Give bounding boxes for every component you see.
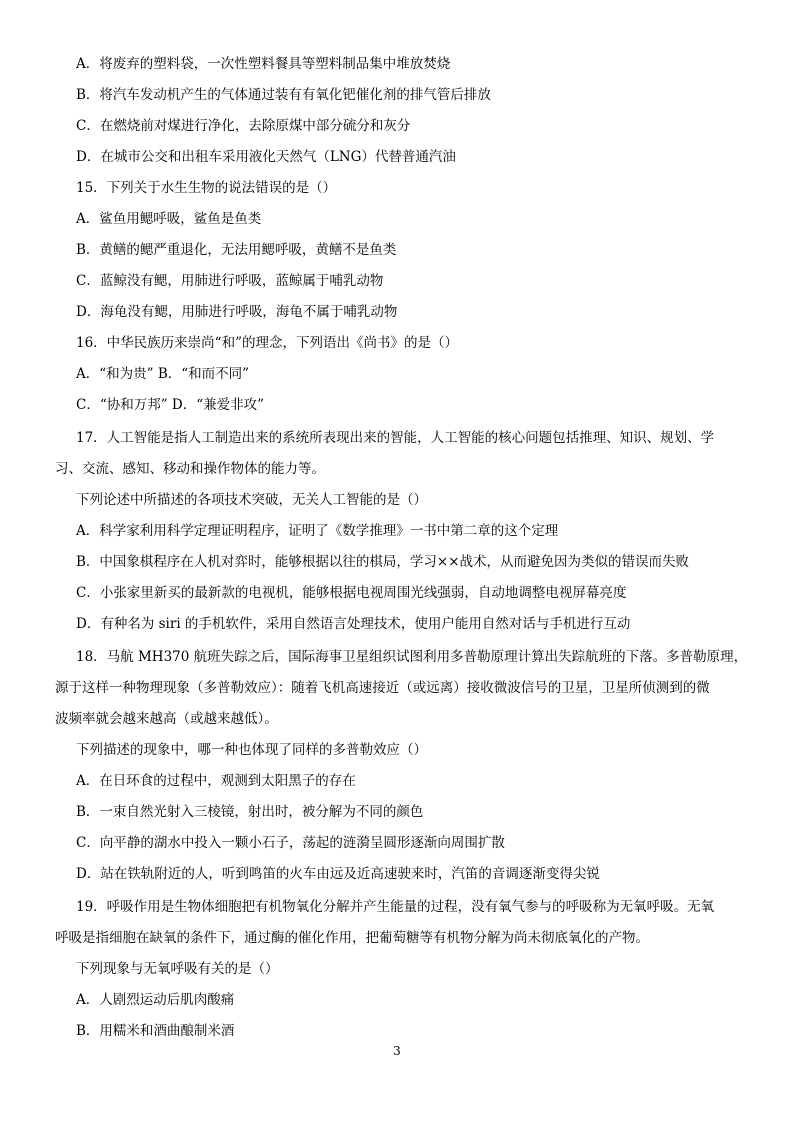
q16-options-ab: A．“和为贵” B．“和而不同” (76, 366, 250, 382)
q18-option-d: D．站在铁轨附近的人，听到鸣笛的火车由远及近高速驶来时，汽笛的音调逐渐变得尖锐 (76, 866, 600, 882)
q14-option-d: D．在城市公交和出租车采用液化天然气（LNG）代替普通汽油 (76, 149, 456, 165)
q17-option-c: C．小张家里新买的最新款的电视机，能够根据电视周围光线强弱，自动地调整电视屏幕亮度 (76, 585, 627, 601)
q17-stem: 下列论述中所描述的各项技术突破，无关人工智能的是（） (76, 492, 427, 508)
q16-options-cd: C．“协和万邦” D．“兼爱非攻” (76, 397, 265, 413)
q19-intro-line-2: 呼吸是指细胞在缺氧的条件下，通过酶的催化作用，把葡萄糖等有机物分解为尚未彻底氧化的产物。 (55, 930, 649, 946)
q18-option-a: A．在日环食的过程中，观测到太阳黑子的存在 (76, 773, 356, 789)
q17-intro-line-1: 17．人工智能是指人工制造出来的系统所表现出来的智能，人工智能的核心问题包括推理、知识、规划、学 (76, 430, 715, 446)
q18-intro-line-1: 18．马航 MH370 航班失踪之后，国际海事卫星组织试图利用多普勒原理计算出失踪航班的下落。多普勒原理， (76, 649, 748, 665)
q18-intro-line-2: 源于这样一种物理现象（多普勒效应）：随着飞机高速接近（或远离）接收微波信号的卫星，卫星所侦测到的微 (55, 680, 710, 696)
q16-stem: 16．中华民族历来崇尚“和”的理念，下列语出《尚书》的是（） (76, 335, 458, 351)
q14-option-b: B．将汽车发动机产生的气体通过装有有氧化钯催化剂的排气管后排放 (76, 87, 491, 103)
q19-option-b: B．用糯米和酒曲酿制米酒 (76, 1023, 235, 1039)
q18-intro-line-3: 波频率就会越来越高（或越来越低）。 (55, 711, 278, 727)
q18-option-b: B．一束自然光射入三棱镜，射出时，被分解为不同的颜色 (76, 804, 424, 820)
q17-intro-line-2: 习、交流、感知、移动和操作物体的能力等。 (55, 461, 325, 477)
q18-option-c: C．向平静的湖水中投入一颗小石子，荡起的涟漪呈圆形逐渐向周围扩散 (76, 835, 505, 851)
q15-option-b: B．黄鳝的鳃严重退化，无法用鳃呼吸，黄鳝不是鱼类 (76, 242, 397, 258)
q15-option-a: A．鲨鱼用鳃呼吸，鲨鱼是鱼类 (76, 211, 262, 227)
q17-option-b: B．中国象棋程序在人机对弈时，能够根据以往的棋局，学习××战术，从而避免因为类似的错误而失败 (76, 554, 690, 570)
q15-stem: 15．下列关于水生生物的说法错误的是（） (76, 180, 337, 196)
q19-option-a: A．人剧烈运动后肌肉酸痛 (76, 992, 235, 1008)
q17-option-a: A．科学家利用科学定理证明程序，证明了《数学推理》一书中第二章的这个定理 (76, 523, 559, 539)
q15-option-d: D．海龟没有鳃，用肺进行呼吸，海龟不属于哺乳动物 (76, 304, 398, 320)
q19-stem: 下列现象与无氧呼吸有关的是（） (76, 961, 279, 977)
q17-option-d: D．有种名为 siri 的手机软件，采用自然语言处理技术，使用户能用自然对话与手机进行互动 (76, 616, 631, 632)
q18-stem: 下列描述的现象中，哪一种也体现了同样的多普勒效应（） (76, 742, 427, 758)
q14-option-c: C．在燃烧前对煤进行净化，去除原煤中部分硫分和灰分 (76, 118, 411, 134)
q14-option-a: A．将废弃的塑料袋，一次性塑料餐具等塑料制品集中堆放焚烧 (76, 56, 451, 72)
q19-intro-line-1: 19．呼吸作用是生物体细胞把有机物氧化分解并产生能量的过程，没有氧气参与的呼吸称为无氧呼吸。无氧 (76, 899, 715, 915)
q15-option-c: C．蓝鲸没有鳃，用肺进行呼吸，蓝鲸属于哺乳动物 (76, 273, 384, 289)
page-number: 3 (393, 1044, 401, 1058)
